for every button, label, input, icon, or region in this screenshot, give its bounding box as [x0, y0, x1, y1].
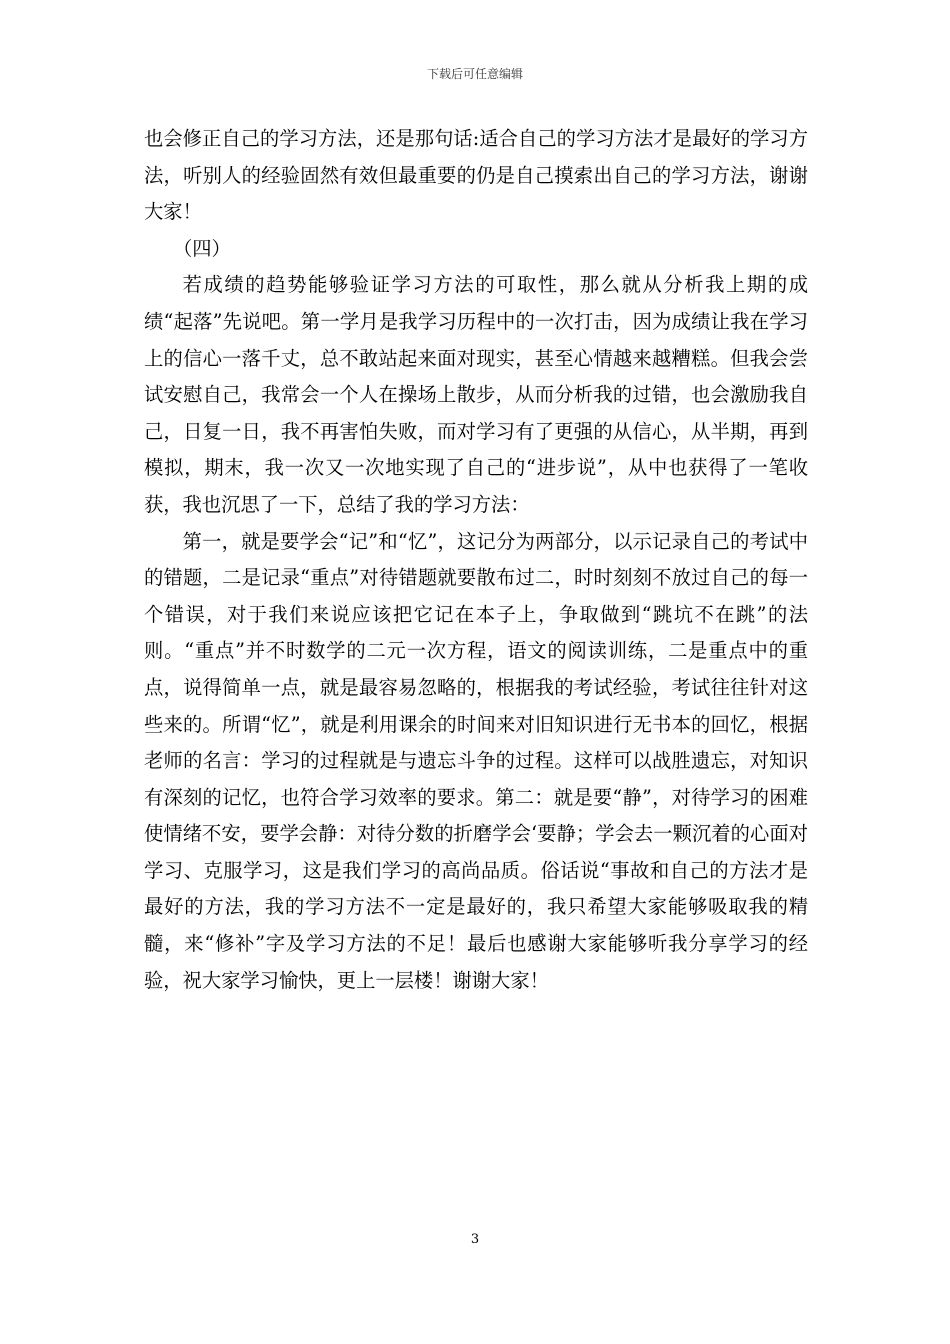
- document-body: [144, 121, 808, 999]
- page-header: 下载后可任意编辑: [426, 67, 523, 81]
- paragraph-grades-trend: 若成绩的趋势能够验证学习方法的可取性，那么就从分析我上期的成绩“起落”先说吧。第一学月是我学习历程中的一次打击，因为成绩让我在学习上的信心一落千丈，总不敢站起来面对现实，甚至心情越来越糟糕。但我会尝试安慰自己，我常会一个人在操场上散步，从而分析我的过错，也会激励我自己，日复一日，我不再害怕失败，而对学习有了更强的从信心，从半期，再到模拟，期末，我一次又一次地实现了自己的“进步说”，从中也获得了一笔收获，我也沉思了一下，总结了我的学习方法：: [144, 273, 808, 516]
- page-number: 3: [470, 1232, 480, 1247]
- paragraph-continued: 也会修正自己的学习方法，还是那句话:适合自己的学习方法才是最好的学习方法，听别人的经验固然有效但最重要的仍是自己摸索出自己的学习方法，谢谢大家！: [144, 127, 808, 224]
- section-heading-four: （四）: [173, 236, 231, 260]
- paragraph-study-methods: 第一，就是要学会“记”和“忆”，这记分为两部分，以示记录自己的考试中的错题，二是记录“重点”对待错题就要散布过二，时时刻刻不放过自己的每一个错误，对于我们来说应该把它记在本子上，争取做到“跳坑不在跳”的法则。“重点”并不时数学的二元一次方程，语文的阅读训练，二是重点中的重点，说得简单一点，就是最容易忽略的，根据我的考试经验，考试往往针对这些来的。所谓“忆”，就是利用课余的时间来对旧知识进行无书本的回忆，根据老师的名言：学习的过程就是与遗忘斗争的过程。这样可以战胜遗忘，对知识有深刻的记忆，也符合学习效率的要求。第二：就是要“静”，对待学习的困难使情绪不安，要学会静：对待分数的折磨学会‘要静；学会去一颗沉着的心面对学习、克服学习，这是我们学习的高尚品质。俗话说“事故和自己的方法才是最好的方法，我的学习方法不一定是最好的，我只希望大家能够吸取我的精髓，来“修补”字及学习方法的不足！最后也感谢大家能够听我分享学习的经验，祝大家学习愉快，更上一层楼！谢谢大家！: [144, 529, 808, 992]
